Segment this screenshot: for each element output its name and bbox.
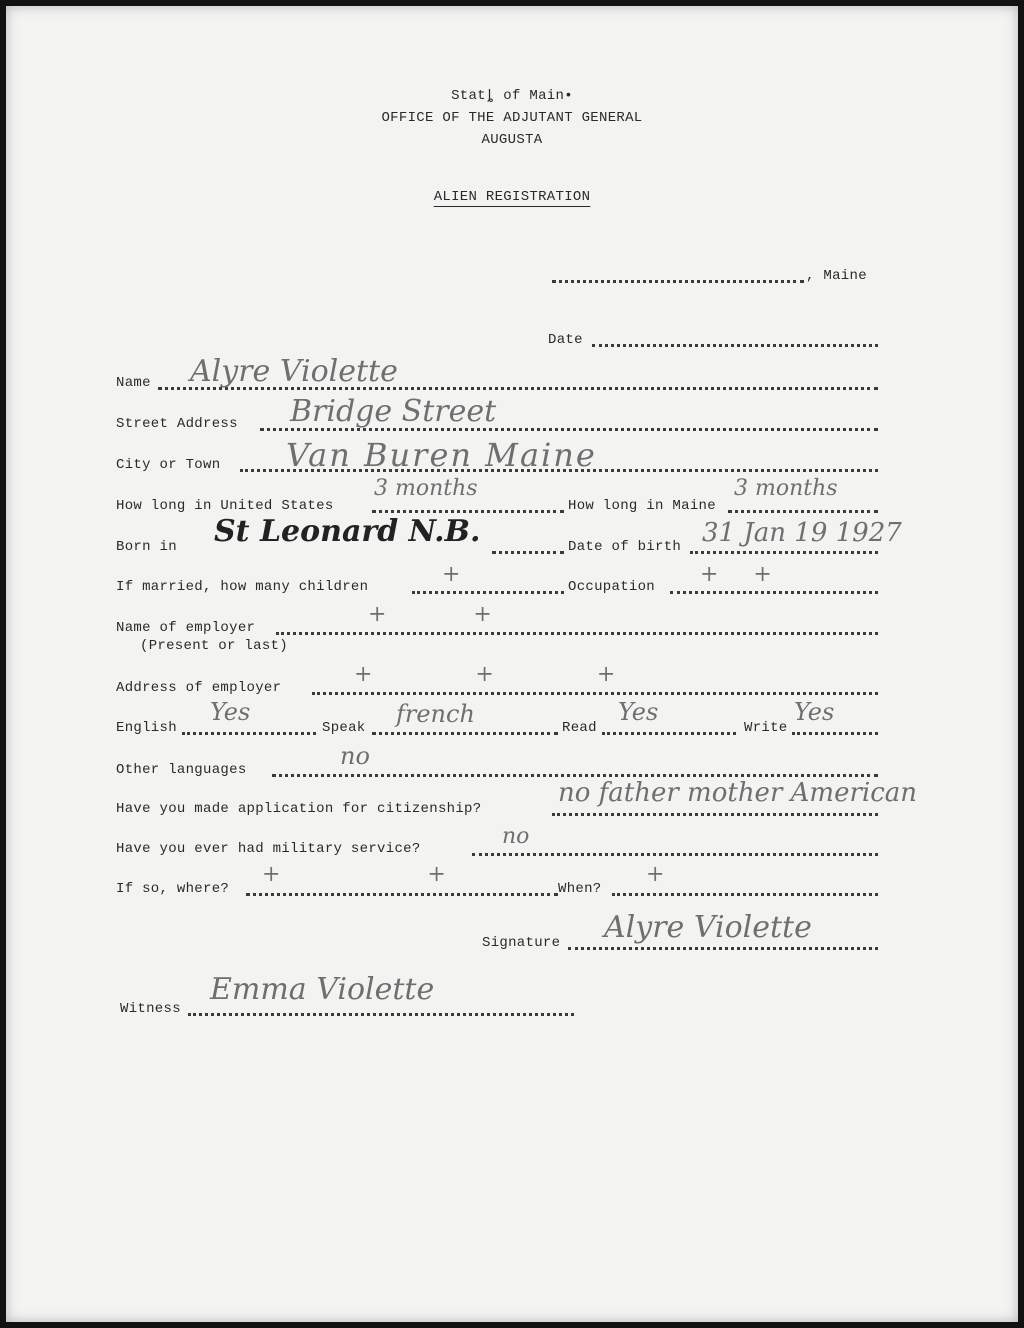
born-label: Born in [116,539,177,555]
us-duration-answer: 3 months [374,476,478,501]
born-dotted-line [492,551,564,554]
signature-dotted-line [568,947,878,950]
occupation-answer: + + [700,562,786,587]
speak-label: Speak [322,720,366,736]
city-label: City or Town [116,457,221,473]
date-label: Date [548,332,583,348]
children-answer: + [442,562,461,587]
employer-address-label: Address of employer [116,680,282,696]
read-dotted-line [602,732,736,735]
other-languages-label: Other languages [116,762,247,778]
name-answer: Alyre Violette [190,354,398,389]
employer-address-answer: + + + [354,662,664,687]
signature-label: Signature [482,935,561,951]
other-languages-dotted-line [272,774,878,777]
english-label: English [116,720,177,736]
place-dotted-line [552,280,804,283]
english-dotted-line [182,732,316,735]
signature-answer: Alyre Violette [604,910,812,945]
dob-dotted-line [690,551,878,554]
children-dotted-line [412,591,564,594]
write-dotted-line [792,732,878,735]
citizenship-answer: no father mother American [558,778,918,808]
english-answer: Yes [210,698,251,726]
us-duration-label: How long in United States [116,498,334,514]
born-answer: St Leonard N.B. [214,514,481,549]
form-title: ALIEN REGISTRATION [433,189,591,205]
occupation-label: Occupation [568,579,656,595]
other-languages-answer: no [340,742,370,770]
where-dotted-line [246,893,558,896]
header-state: Statȴ of Main• [451,88,573,104]
citizenship-dotted-line [552,813,878,816]
maine-duration-label: How long in Maine [568,498,716,514]
maine-duration-dotted-line [728,510,878,513]
header-office: OFFICE OF THE ADJUTANT GENERAL [381,110,643,126]
witness-label: Witness [120,1001,181,1017]
witness-answer: Emma Violette [210,972,435,1007]
name-label: Name [116,375,151,391]
employer-sublabel: (Present or last) [140,638,288,654]
military-answer: no [502,824,530,849]
street-label: Street Address [116,416,238,432]
speak-dotted-line [372,732,558,735]
children-label: If married, how many children [116,579,369,595]
write-answer: Yes [794,698,835,726]
form-sheet [6,6,1018,1322]
citizenship-label: Have you made application for citizenship? [116,801,482,817]
where-label: If so, where? [116,881,230,897]
speak-answer: french [396,700,475,728]
date-dotted-line [592,344,878,347]
employer-label: Name of employer [116,620,256,636]
read-answer: Yes [618,698,659,726]
employer-dotted-line [276,632,878,635]
employer-answer: + + [368,602,532,627]
city-answer: Van Buren Maine [286,436,597,474]
dob-answer: 31 Jan 19 1927 [702,518,902,548]
us-duration-dotted-line [372,510,564,513]
military-label: Have you ever had military service? [116,841,421,857]
street-answer: Bridge Street [290,394,497,429]
occupation-dotted-line [670,591,878,594]
employer-address-dotted-line [312,692,878,695]
header-city: AUGUSTA [481,132,543,148]
witness-dotted-line [188,1013,574,1016]
maine-duration-answer: 3 months [734,476,838,501]
maine-suffix: , Maine [806,268,867,284]
when-dotted-line [612,893,878,896]
write-label: Write [744,720,788,736]
read-label: Read [562,720,597,736]
dob-label: Date of birth [568,539,682,555]
military-dotted-line [472,853,878,856]
when-answer: + [646,862,665,887]
where-answer: + + [262,862,516,887]
when-label: When? [558,881,602,897]
